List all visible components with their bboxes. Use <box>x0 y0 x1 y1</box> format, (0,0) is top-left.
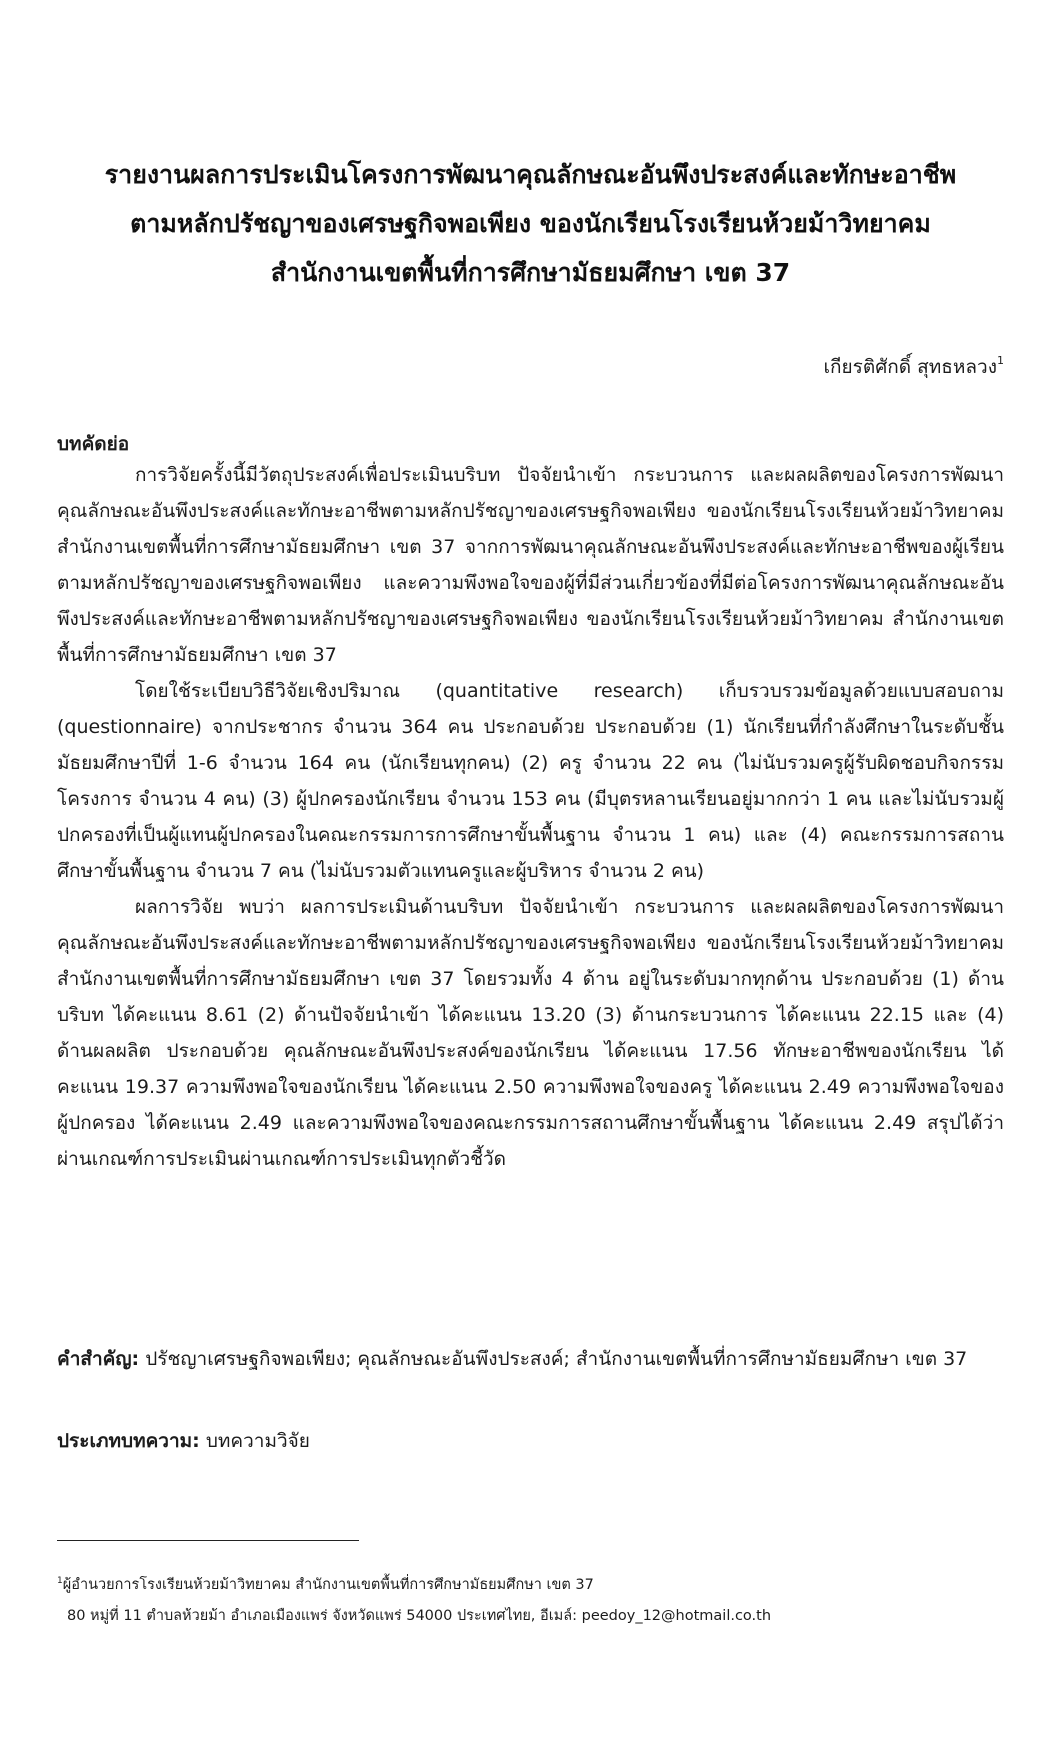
abstract-heading: บทคัดย่อ <box>57 433 130 455</box>
article-type-text: บทความวิจัย <box>199 1430 310 1452</box>
title-line-2: ตามหลักปรัชญาของเศรษฐกิจพอเพียง ของนักเรียนโรงเรียนห้วยม้าวิทยาคม <box>130 209 931 238</box>
abstract-paragraph-3: ผลการวิจัย พบว่า ผลการประเมินด้านบริบท ปัจจัยนำเข้า กระบวนการ และผลผลิตของโครงการพัฒนาคุณลักษณะอันพึงประสงค์และทักษะอาชีพตามหลักปรัชญาของเศรษฐกิจพอเพียง ของนักเรียนโรงเรียนห้วยม้าวิทยาคม สำนักงานเขตพื้นที่การศึกษามัธยมศึกษา เขต 37 โดยรวมทั้ง 4 ด้าน อยู่ในระดับมากทุกด้าน ประกอบด้วย (1) ด้านบริบท ได้คะแนน 8.61 (2) ด้านปัจจัยนำเข้า ได้คะแนน 13.20 (3) ด้านกระบวนการ ได้คะแนน 22.15 และ (4) ด้านผลผลิต ประกอบด้วย คุณลักษณะอันพึงประสงค์ของนักเรียน ได้คะแนน 17.56 ทักษะอาชีพของนักเรียน ได้คะแนน 19.37 ความพึงพอใจของนักเรียน ได้คะแนน 2.50 ความพึงพอใจของครู ได้คะแนน 2.49 ความพึงพอใจของผู้ปกครอง ได้คะแนน 2.49 และความพึงพอใจของคณะกรรมการสถานศึกษาขั้นพื้นฐาน ได้คะแนน 2.49 สรุปได้ว่าผ่านเกณฑ์การประเมินผ่านเกณฑ์การประเมินทุกตัวชี้วัด <box>57 896 1004 1170</box>
article-type-line <box>57 1428 310 1454</box>
abstract-paragraph-1: การวิจัยครั้งนี้มีวัตถุประสงค์เพื่อประเมินบริบท ปัจจัยนำเข้า กระบวนการ และผลผลิตของโครงการพัฒนาคุณลักษณะอันพึงประสงค์และทักษะอาชีพตามหลักปรัชญาของเศรษฐกิจพอเพียง ของนักเรียนโรงเรียนห้วยม้าวิทยาคม สำนักงานเขตพื้นที่การศึกษามัธยมศึกษา เขต 37 จากการพัฒนาคุณลักษณะอันพึงประสงค์และทักษะอาชีพของผู้เรียน ตามหลักปรัชญาของเศรษฐกิจพอเพียง และความพึงพอใจของผู้ที่มีส่วนเกี่ยวข้องที่มีต่อโครงการพัฒนาคุณลักษณะอันพึงประสงค์และทักษะอาชีพตามหลักปรัชญาของเศรษฐกิจพอเพียง ของนักเรียนโรงเรียนห้วยม้าวิทยาคม สำนักงานเขตพื้นที่การศึกษามัธยมศึกษา เขต 37 <box>57 464 1004 666</box>
keywords-text: ปรัชญาเศรษฐกิจพอเพียง; คุณลักษณะอันพึงประสงค์; สำนักงานเขตพื้นที่การศึกษามัธยมศึกษา เขต 37 <box>139 1348 968 1370</box>
footnote-mark: 1 <box>57 1576 63 1586</box>
keywords-label: คำสำคัญ: <box>57 1348 140 1370</box>
abstract-body <box>57 457 1004 1177</box>
author-line <box>824 348 1004 380</box>
title-line-1: รายงานผลการประเมินโครงการพัฒนาคุณลักษณะอันพึงประสงค์และทักษะอาชีพ <box>104 160 957 189</box>
abstract-paragraph-2: โดยใช้ระเบียบวิธีวิจัยเชิงปริมาณ (quantitative research) เก็บรวบรวมข้อมูลด้วยแบบสอบถาม (questionnaire) จากประชากร จำนวน 364 คน ประกอบด้วย ประกอบด้วย (1) นักเรียนที่กำลังศึกษาในระดับชั้นมัธยมศึกษาปีที่ 1-6 จำนวน 164 คน (นักเรียนทุกคน) (2) ครู จำนวน 22 คน (ไม่นับรวมครูผู้รับผิดชอบกิจกรรมโครงการ จำนวน 4 คน) (3) ผู้ปกครองนักเรียน จำนวน 153 คน (มีบุตรหลานเรียนอยู่มากกว่า 1 คน และไม่นับรวมผู้ปกครองที่เป็นผู้แทนผู้ปกครองในคณะกรรมการการศึกษาขั้นพื้นฐาน จำนวน 1 คน) และ (4) คณะกรรมการสถานศึกษาขั้นพื้นฐาน จำนวน 7 คน (ไม่นับรวมตัวแทนครูและผู้บริหาร จำนวน 2 คน) <box>57 680 1004 882</box>
keywords-line <box>57 1346 1004 1372</box>
footnote <box>57 1566 1004 1632</box>
footnote-line-1 <box>57 1566 1004 1601</box>
author-name: เกียรติศักดิ์ สุทธหลวง <box>823 356 997 378</box>
article-type-label: ประเภทบทความ: <box>57 1430 200 1452</box>
footnote-affiliation: ผู้อำนวยการโรงเรียนห้วยม้าวิทยาคม สำนักงานเขตพื้นที่การศึกษามัธยมศึกษา เขต 37 <box>62 1577 594 1593</box>
footnote-divider <box>57 1540 359 1541</box>
footnote-address: 80 หมู่ที่ 11 ตำบลห้วยม้า อำเภอเมืองแพร่ จังหวัดแพร่ 54000 ประเทศไทย, อีเมล์: peedoy_12@hotmail.co.th <box>67 1608 772 1624</box>
author-footnote-mark: 1 <box>997 354 1004 367</box>
title-line-3: สำนักงานเขตพื้นที่การศึกษามัธยมศึกษา เขต 37 <box>270 258 791 287</box>
paper-title <box>60 150 1001 297</box>
